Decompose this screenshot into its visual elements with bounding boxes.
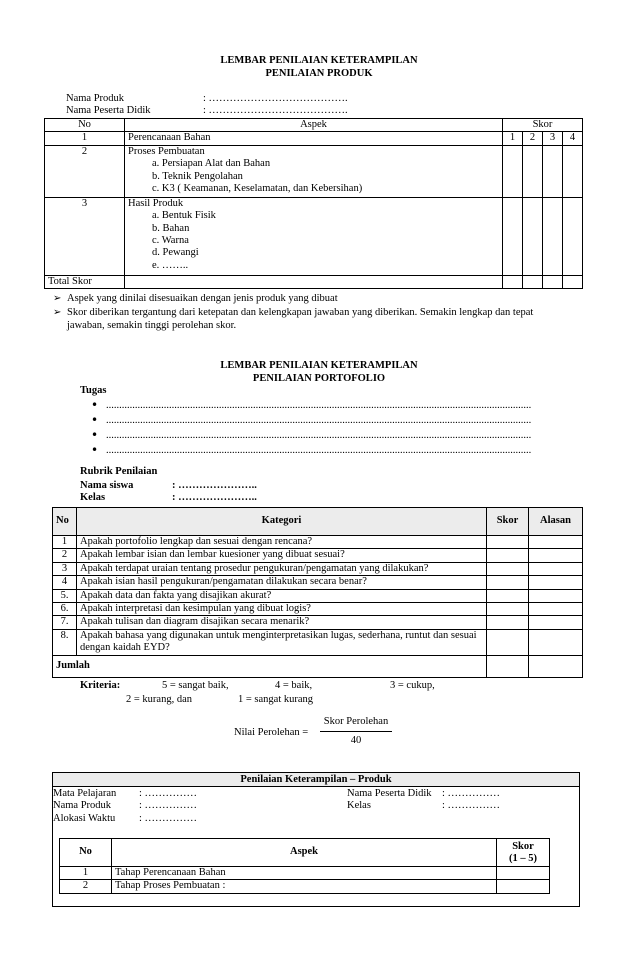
tugas-item[interactable]: • .................................................................................................................................................................. [88,428,536,443]
skor-cell[interactable] [487,603,529,616]
peserta-label: Nama Peserta Didik [347,788,432,799]
skor-cell[interactable] [487,536,529,549]
col-aspek: Aspek [125,119,503,132]
produk-title [0,54,638,80]
produk-notes [53,292,573,333]
peserta-value[interactable]: : …………… [442,788,501,799]
skor-cell[interactable] [487,549,529,562]
kriteria-item: 2 = kurang, dan [126,694,192,705]
kriteria-item: 4 = baik, [275,680,313,691]
kriteria-item: 1 = sangat kurang [238,694,314,705]
portofolio-title-line2: PENILAIAN PORTOFOLIO [252,373,386,384]
table-row [45,145,583,197]
table-row [53,549,583,562]
col-skor-range: (1 – 5) [509,852,537,864]
list-item: a. Bentuk Fisik [152,210,216,222]
score-3: 3 [543,132,563,145]
total-label: Total Skor [45,275,125,288]
skor-cell[interactable] [497,880,550,893]
row-aspek-title: Hasil Produk [128,197,184,209]
row-aspek [125,197,503,275]
kriteria-line2 [80,694,580,708]
class-value[interactable]: : ………………….. [172,492,257,504]
score-cell[interactable] [503,275,523,288]
col-no: No [53,508,77,536]
skor-cell[interactable] [487,629,529,655]
student-name-label: Nama siswa [80,480,134,491]
produk-name-label: Nama Produk [66,93,125,104]
row-no: 3 [45,197,125,275]
tugas-item[interactable]: • .................................................................................................................................................................. [88,443,536,458]
skor-cell[interactable] [497,867,550,880]
produk-value[interactable]: : …………… [139,800,198,812]
row-no: 2 [60,880,112,893]
col-no: No [60,839,112,867]
nilai-formula [234,716,404,750]
col-skor-label: Skor [512,840,534,852]
nilai-label: Nilai Perolehan = [234,727,309,738]
skor-cell[interactable] [487,576,529,589]
row-kategori: Apakah isian hasil pengukuran/pengamatan dilakukan secara benar? [77,576,487,589]
portofolio-title-line1: LEMBAR PENILAIAN KETERAMPILAN [220,360,418,371]
row-no: 2 [45,145,125,197]
score-cell[interactable] [543,197,563,275]
kriteria-item: 3 = cukup, [390,680,435,691]
list-item: b. Teknik Pengolahan [152,170,243,182]
tugas-item[interactable]: • .................................................................................................................................................................. [88,413,536,428]
jumlah-skor-cell[interactable] [487,655,529,677]
nilai-denominator: 40 [350,735,362,746]
alasan-cell[interactable] [529,616,583,629]
nilai-numerator: Skor Perolehan [323,716,389,727]
table-row [45,132,583,145]
list-item: e. …….. [152,259,189,271]
kriteria-item: 5 = sangat baik, [162,680,229,691]
produk-info [66,93,426,118]
row-kategori: Apakah bahasa yang digunakan untuk menginterpretasikan lugas, sederhana, runtut dan sesuai dengan kaidah EYD? [77,629,487,655]
score-cell[interactable] [503,197,523,275]
col-no: No [45,119,125,132]
col-skor: Skor [487,508,529,536]
class-label: Kelas [80,492,106,504]
col-skor [497,839,550,867]
list-item: c. K3 ( Keamanan, Keselamatan, dan Kebersihan) [152,183,363,195]
total-value[interactable] [125,275,503,288]
row-aspek-items [128,210,499,272]
kelas-value[interactable]: : …………… [442,800,501,812]
row-aspek: Tahap Proses Pembuatan : [112,880,497,893]
score-1: 1 [503,132,523,145]
table-row [53,576,583,589]
produk2-table [59,838,550,894]
col-aspek: Aspek [112,839,497,867]
skor-cell[interactable] [487,616,529,629]
portofolio-table-header [53,508,583,536]
col-kategori: Kategori [77,508,487,536]
portofolio-title [0,359,638,385]
table-row [53,616,583,629]
mapel-value[interactable]: : …………… [139,788,198,799]
row-no: 8. [53,629,77,655]
produk-student-value[interactable]: : …………………………………. [203,105,348,117]
waktu-value[interactable]: : …………… [139,812,198,824]
table-row [53,589,583,602]
alasan-cell[interactable] [529,549,583,562]
fraction-bar [320,731,392,732]
alasan-cell[interactable] [529,603,583,616]
note-item: ➢ Skor diberikan tergantung dari ketepatan dan kelengkapan jawaban yang diberikan. Semakin lengkap dan tepat jawaban, semakin tinggi perolehan skor. [53,306,573,333]
row-aspek [125,145,503,197]
row-no: 2 [53,549,77,562]
row-aspek: Tahap Perencanaan Bahan [112,867,497,880]
table-row [53,536,583,549]
table-row [60,880,550,893]
row-no: 5. [53,589,77,602]
portofolio-table [52,507,583,678]
student-name-value[interactable]: : ………………….. [172,480,257,491]
skor-cell[interactable] [487,589,529,602]
table-row [53,603,583,616]
score-cell[interactable] [503,145,523,197]
tugas-item[interactable]: • .................................................................................................................................................................. [88,398,536,413]
score-cell[interactable] [563,197,583,275]
score-4: 4 [563,132,583,145]
row-no: 1 [60,867,112,880]
list-item: c. Warna [152,235,189,247]
produk-table-header [45,119,583,132]
score-cell[interactable] [563,145,583,197]
score-cell[interactable] [523,145,543,197]
score-cell[interactable] [523,275,543,288]
row-kategori: Apakah terdapat uraian tentang prosedur pengukuran/pengamatan yang dilakukan? [77,562,487,575]
list-item: b. Bahan [152,222,190,234]
produk-name-value[interactable]: : …………………………………. [203,93,348,104]
tugas-label: Tugas [80,385,107,396]
score-2: 2 [523,132,543,145]
row-no: 7. [53,616,77,629]
row-aspek-title: Proses Pembuatan [128,145,205,157]
jumlah-row [53,655,583,677]
produk-label: Nama Produk [53,800,112,812]
row-kategori: Apakah portofolio lengkap dan sesuai dengan rencana? [77,536,487,549]
row-no: 4 [53,576,77,589]
produk2-right-info [347,788,547,813]
waktu-label: Alokasi Waktu [53,812,116,824]
row-kategori: Apakah data dan fakta yang disajikan akurat? [77,589,487,602]
alasan-cell[interactable] [529,562,583,575]
score-cell[interactable] [543,275,563,288]
col-alasan: Alasan [529,508,583,536]
produk-title-line1: LEMBAR PENILAIAN KETERAMPILAN [220,55,418,66]
row-no: 1 [53,536,77,549]
alasan-cell[interactable] [529,589,583,602]
produk-table [44,118,583,289]
list-item: a. Persiapan Alat dan Bahan [152,158,271,170]
alasan-cell[interactable] [529,576,583,589]
tugas-list [88,398,536,458]
portofolio-info [80,480,320,505]
rubrik-label: Rubrik Penilaian [80,466,158,477]
col-skor: Skor [503,119,583,132]
table-row [53,629,583,655]
alasan-cell[interactable] [529,629,583,655]
row-no: 6. [53,603,77,616]
row-kategori: Apakah tulisan dan diagram disajikan secara menarik? [77,616,487,629]
list-item: d. Pewangi [152,247,199,259]
produk-student-label: Nama Peserta Didik [66,105,151,117]
alasan-cell[interactable] [529,536,583,549]
row-kategori: Apakah interpretasi dan kesimpulan yang dibuat logis? [77,603,487,616]
row-no: 1 [45,132,125,145]
produk2-frame [52,772,580,907]
mapel-label: Mata Pelajaran [53,788,117,799]
note-item: ➢ Aspek yang dinilai disesuaikan dengan jenis produk yang dibuat [53,292,573,306]
jumlah-alasan-cell[interactable] [529,655,583,677]
row-kategori: Apakah lembar isian dan lembar kuesioner yang dibuat sesuai? [77,549,487,562]
score-cell[interactable] [563,275,583,288]
skor-cell[interactable] [487,562,529,575]
score-cell[interactable] [543,145,563,197]
jumlah-label: Jumlah [53,655,487,677]
row-aspek-items [128,158,499,195]
score-cell[interactable] [523,197,543,275]
produk2-left-info [53,788,293,825]
kriteria-label: Kriteria: [80,680,121,691]
table-row [45,197,583,275]
produk2-title: Penilaian Keterampilan – Produk [53,773,579,787]
row-no: 3 [53,562,77,575]
row-aspek: Perencanaan Bahan [125,132,503,145]
table-row [53,562,583,575]
kelas-label: Kelas [347,800,371,812]
total-row [45,275,583,288]
kriteria-line1 [80,680,580,694]
produk2-table-header [60,839,550,867]
table-row [60,867,550,880]
produk-title-line2: PENILAIAN PRODUK [265,68,373,79]
